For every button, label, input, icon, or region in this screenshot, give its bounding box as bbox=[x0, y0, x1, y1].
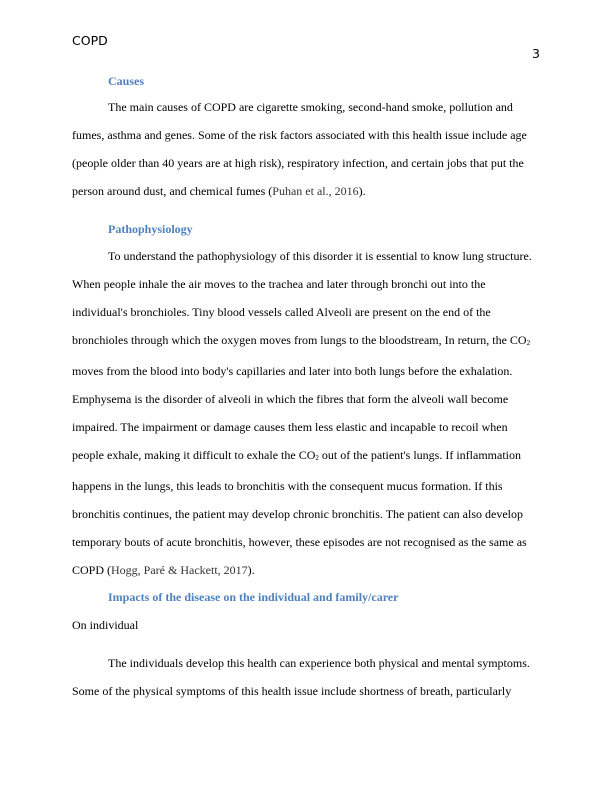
text-fragment: ). bbox=[358, 184, 366, 198]
on-individual-subheading: On individual bbox=[72, 618, 139, 632]
text-line: The individuals develop this health can experience both physical and mental symptoms. bbox=[108, 656, 530, 670]
text-line bbox=[72, 556, 542, 584]
text-line bbox=[72, 326, 542, 357]
text-line: happens in the lungs, this leads to bronchitis with the consequent mucus formation. If this bbox=[72, 479, 503, 493]
text-line: individual's bronchioles. Tiny blood vessels called Alveoli are present on the end of the bbox=[72, 305, 491, 319]
text-line: Some of the physical symptoms of this health issue include shortness of breath, particularly bbox=[72, 684, 512, 698]
text-line: temporary bouts of acute bronchitis, however, these episodes are not recognised as the same as bbox=[72, 535, 527, 549]
causes-paragraph bbox=[72, 93, 542, 205]
text-line: (people older than 40 years are at high risk), respiratory infection, and certain jobs that put the bbox=[72, 156, 524, 170]
text-line: When people inhale the air moves to the trachea and later through bronchi out into the bbox=[72, 277, 486, 291]
page-number: 3 bbox=[532, 46, 540, 61]
citation: Puhan et al., 2016 bbox=[272, 184, 359, 198]
text-line: impaired. The impairment or damage causes them less elastic and incapable to recoil when bbox=[72, 420, 508, 434]
text-fragment: out of the patient's lungs. If inflammation bbox=[318, 448, 521, 462]
text-line bbox=[72, 177, 542, 205]
text-line: Emphysema is the disorder of alveoli in which the fibres that form the alveoli wall become bbox=[72, 392, 509, 406]
text-line: fumes, asthma and genes. Some of the risk factors associated with this health issue include age bbox=[72, 128, 527, 142]
subscript: 2 bbox=[526, 339, 531, 347]
subscript: 2 bbox=[315, 454, 319, 462]
text-line: bronchitis continues, the patient may develop chronic bronchitis. The patient can also develop bbox=[72, 507, 523, 521]
impacts-paragraph bbox=[72, 649, 542, 705]
pathophysiology-heading: Pathophysiology bbox=[108, 222, 193, 236]
text-fragment: bronchioles through which the oxygen moves from lungs to the bloodstream, In return, the CO bbox=[72, 333, 527, 347]
causes-heading: Causes bbox=[108, 74, 145, 88]
citation: Hogg, Paré & Hackett, 2017 bbox=[111, 563, 248, 577]
text-line: moves from the blood into body's capillaries and later into both lungs before the exhalation. bbox=[72, 364, 513, 378]
text-line: The main causes of COPD are cigarette smoking, second-hand smoke, pollution and bbox=[108, 100, 513, 114]
text-fragment: person around dust, and chemical fumes ( bbox=[72, 184, 273, 198]
impacts-heading: Impacts of the disease on the individual and family/carer bbox=[108, 590, 399, 604]
text-fragment: COPD ( bbox=[72, 563, 112, 577]
pathophysiology-paragraph bbox=[72, 242, 542, 584]
header-title: COPD bbox=[72, 33, 108, 48]
text-fragment: ). bbox=[247, 563, 255, 577]
text-line bbox=[72, 441, 542, 472]
text-line: To understand the pathophysiology of this disorder it is essential to know lung structure. bbox=[108, 249, 532, 263]
text-fragment: people exhale, making it difficult to exhale the CO bbox=[72, 448, 316, 462]
